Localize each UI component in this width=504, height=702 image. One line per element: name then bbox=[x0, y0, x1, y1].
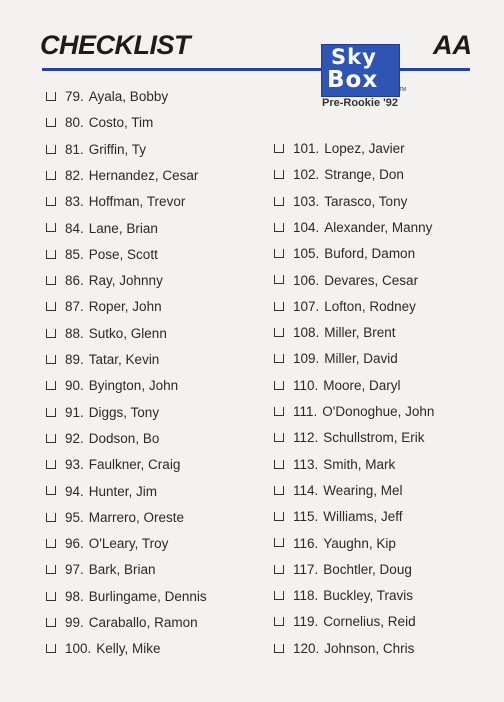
checkbox-icon[interactable] bbox=[274, 565, 284, 574]
card-number: 96. bbox=[65, 536, 84, 552]
card-number: 83. bbox=[65, 194, 84, 210]
checkbox-icon[interactable] bbox=[274, 328, 284, 337]
checkbox-icon[interactable] bbox=[274, 144, 284, 153]
checkbox-icon[interactable] bbox=[46, 355, 56, 364]
player-name: Williams, Jeff bbox=[323, 509, 403, 525]
checkbox-icon[interactable] bbox=[274, 354, 284, 363]
card-number: 113. bbox=[293, 456, 319, 472]
card-number: 86. bbox=[65, 273, 84, 289]
player-name: Miller, Brent bbox=[324, 325, 396, 341]
checkbox-icon[interactable] bbox=[46, 118, 56, 127]
checkbox-icon[interactable] bbox=[46, 408, 56, 417]
checkbox-icon[interactable] bbox=[274, 460, 284, 469]
checklist-item bbox=[46, 614, 198, 632]
card-number: 81. bbox=[65, 141, 84, 157]
checkbox-icon[interactable] bbox=[274, 249, 284, 258]
card-number: 84. bbox=[65, 220, 84, 236]
player-name: Griffin, Ty bbox=[88, 141, 147, 157]
checklist-item bbox=[46, 535, 168, 553]
checklist-item bbox=[274, 508, 403, 526]
card-number: 92. bbox=[65, 430, 84, 446]
checkbox-icon[interactable] bbox=[274, 433, 284, 442]
card-number: 88. bbox=[65, 325, 84, 341]
player-name: Pose, Scott bbox=[88, 246, 158, 262]
player-name: Yaughn, Kip bbox=[323, 535, 396, 551]
checklist-item bbox=[274, 219, 432, 237]
checkbox-icon[interactable] bbox=[46, 644, 56, 653]
player-name: Wearing, Mel bbox=[323, 482, 403, 498]
card-number: 90. bbox=[65, 378, 84, 394]
checkbox-icon[interactable] bbox=[46, 329, 56, 338]
checklist-item bbox=[46, 141, 146, 159]
player-name: Roper, John bbox=[88, 299, 162, 315]
player-name: Cornelius, Reid bbox=[323, 614, 416, 630]
logo-text-sky: Sky bbox=[331, 45, 377, 69]
checklist-item bbox=[274, 429, 425, 447]
checklist-item bbox=[274, 140, 405, 158]
checklist-item bbox=[274, 456, 395, 474]
card-number: 98. bbox=[65, 588, 84, 604]
player-name: Ayala, Bobby bbox=[88, 89, 169, 104]
player-name: Hoffman, Trevor bbox=[88, 194, 186, 210]
checklist-item bbox=[46, 325, 167, 343]
card-number: 111. bbox=[293, 404, 318, 419]
player-name: Sutko, Glenn bbox=[88, 325, 167, 341]
checkbox-icon[interactable] bbox=[274, 617, 284, 626]
checklist-item bbox=[46, 456, 180, 474]
checklist-item bbox=[274, 324, 396, 342]
player-name: Hunter, Jim bbox=[88, 483, 158, 499]
player-name: Burlingame, Dennis bbox=[88, 588, 207, 604]
checklist-item bbox=[274, 350, 398, 368]
checkbox-icon[interactable] bbox=[46, 171, 56, 180]
checklist-item bbox=[46, 509, 184, 527]
checkbox-icon[interactable] bbox=[274, 170, 284, 179]
checklist-item bbox=[46, 220, 158, 238]
player-name: Smith, Mark bbox=[323, 456, 396, 472]
card-number: 116. bbox=[293, 535, 319, 551]
checklist-item bbox=[46, 351, 159, 369]
checklist-item bbox=[274, 561, 412, 579]
checklist-item bbox=[274, 298, 416, 316]
player-name: Faulkner, Craig bbox=[88, 457, 181, 473]
card-number: 117. bbox=[293, 561, 319, 577]
card-number: 109. bbox=[293, 351, 320, 367]
checkbox-icon[interactable] bbox=[46, 92, 56, 101]
player-name: Tatar, Kevin bbox=[88, 352, 160, 367]
checkbox-icon[interactable] bbox=[274, 381, 284, 390]
checklist-item bbox=[46, 588, 207, 606]
checklist-item bbox=[46, 404, 159, 422]
card-number: 87. bbox=[65, 299, 84, 315]
checkbox-icon[interactable] bbox=[46, 145, 56, 154]
card-number: 80. bbox=[65, 115, 84, 131]
player-name: Byington, John bbox=[88, 378, 179, 394]
checkbox-icon[interactable] bbox=[46, 592, 56, 601]
page-title: CHECKLIST bbox=[40, 30, 190, 60]
card-number: 82. bbox=[65, 167, 84, 183]
checklist-item bbox=[46, 640, 161, 658]
player-name: O'Leary, Troy bbox=[88, 536, 169, 552]
checklist-item bbox=[46, 377, 178, 395]
player-name: Hernandez, Cesar bbox=[88, 167, 199, 183]
checkbox-icon[interactable] bbox=[46, 381, 56, 390]
player-name: Johnson, Chris bbox=[324, 640, 415, 656]
checklist-item bbox=[274, 535, 396, 553]
checkbox-icon[interactable] bbox=[46, 486, 56, 495]
player-name: Miller, David bbox=[324, 351, 398, 367]
checkbox-icon[interactable] bbox=[46, 460, 56, 469]
card-number: 118. bbox=[293, 588, 319, 604]
player-name: Buford, Damon bbox=[324, 246, 416, 262]
card-number: 93. bbox=[65, 457, 84, 473]
checkbox-icon[interactable] bbox=[46, 302, 56, 311]
card-number: 97. bbox=[65, 562, 84, 578]
checkbox-icon[interactable] bbox=[274, 302, 284, 311]
checkbox-icon[interactable] bbox=[274, 486, 284, 495]
checklist-item bbox=[46, 114, 153, 132]
checkbox-icon[interactable] bbox=[274, 223, 284, 232]
card-number: 106. bbox=[293, 272, 320, 288]
card-number: 89. bbox=[65, 352, 84, 367]
checklist-item bbox=[274, 403, 434, 421]
card-number: 119. bbox=[293, 614, 319, 630]
player-name: Devares, Cesar bbox=[324, 272, 419, 288]
card-number: 102. bbox=[293, 167, 320, 183]
checkbox-icon[interactable] bbox=[46, 565, 56, 574]
checklist-item bbox=[274, 272, 418, 290]
checkbox-icon[interactable] bbox=[46, 197, 56, 206]
trademark-mark: TM bbox=[399, 87, 407, 93]
player-name: Bark, Brian bbox=[88, 562, 156, 578]
header-rule bbox=[42, 68, 470, 71]
checkbox-icon[interactable] bbox=[46, 513, 56, 522]
player-name: Buckley, Travis bbox=[323, 588, 414, 604]
player-name: Diggs, Tony bbox=[88, 404, 160, 420]
card-number: 94. bbox=[65, 483, 84, 499]
player-name: Ray, Johnny bbox=[88, 273, 163, 289]
logo-text-box: Box bbox=[327, 67, 379, 93]
player-name: O'Donoghue, John bbox=[322, 404, 435, 419]
skybox-logo bbox=[321, 44, 400, 96]
card-number: 108. bbox=[293, 325, 320, 341]
checklist-item bbox=[46, 483, 157, 501]
checkbox-icon[interactable] bbox=[46, 434, 56, 443]
player-name: Strange, Don bbox=[324, 167, 404, 183]
checkbox-icon[interactable] bbox=[274, 644, 284, 653]
subbrand-label: Pre-Rookie '92 bbox=[322, 97, 398, 109]
player-name: Lofton, Rodney bbox=[324, 298, 416, 314]
player-name: Alexander, Manny bbox=[324, 219, 433, 235]
checklist-item bbox=[274, 377, 401, 395]
checklist-item bbox=[46, 561, 156, 579]
player-name: Dodson, Bo bbox=[88, 430, 160, 446]
checklist-item bbox=[46, 246, 158, 264]
checklist-item bbox=[46, 193, 185, 211]
checklist-item bbox=[274, 166, 404, 184]
checkbox-icon[interactable] bbox=[274, 197, 284, 206]
checkbox-icon[interactable] bbox=[46, 539, 56, 548]
card-number: 115. bbox=[293, 509, 319, 525]
checklist-item bbox=[46, 430, 159, 448]
checkbox-icon[interactable] bbox=[46, 250, 56, 259]
checklist-item bbox=[274, 613, 416, 631]
player-name: Moore, Daryl bbox=[323, 377, 401, 393]
card-number: 91. bbox=[65, 404, 84, 420]
card-number: 105. bbox=[293, 246, 320, 262]
card-number: 107. bbox=[293, 298, 320, 314]
card-number: 101. bbox=[293, 141, 320, 156]
card-code: AA bbox=[433, 30, 472, 60]
card-number: 99. bbox=[65, 615, 84, 630]
card-number: 103. bbox=[293, 193, 320, 209]
card-number: 120. bbox=[293, 640, 320, 656]
checkbox-icon[interactable] bbox=[46, 618, 56, 627]
checklist-item bbox=[46, 272, 163, 290]
player-name: Bochtler, Doug bbox=[323, 561, 412, 577]
player-name: Caraballo, Ramon bbox=[88, 615, 198, 630]
checkbox-icon[interactable] bbox=[274, 538, 284, 547]
checklist-item bbox=[274, 482, 403, 500]
card-number: 79. bbox=[65, 89, 84, 104]
card-number: 85. bbox=[65, 246, 84, 262]
checkbox-icon[interactable] bbox=[46, 223, 56, 232]
checklist-item bbox=[46, 298, 162, 316]
player-name: Kelly, Mike bbox=[96, 641, 161, 657]
player-name: Marrero, Oreste bbox=[88, 509, 185, 525]
player-name: Costo, Tim bbox=[88, 115, 154, 131]
player-name: Lopez, Javier bbox=[324, 141, 405, 156]
card-number: 95. bbox=[65, 509, 84, 525]
checklist-item bbox=[274, 193, 407, 211]
player-name: Tarasco, Tony bbox=[324, 193, 408, 209]
checkbox-icon[interactable] bbox=[274, 591, 284, 600]
card-number: 114. bbox=[293, 482, 319, 498]
checkbox-icon[interactable] bbox=[274, 512, 284, 521]
card-number: 110. bbox=[293, 377, 319, 393]
checklist-item bbox=[274, 245, 415, 263]
checklist-item bbox=[274, 587, 413, 605]
checkbox-icon[interactable] bbox=[274, 407, 284, 416]
card-number: 100. bbox=[65, 641, 92, 657]
checkbox-icon[interactable] bbox=[274, 275, 284, 284]
card-number: 112. bbox=[293, 430, 319, 446]
checklist-item bbox=[274, 640, 414, 658]
checklist-item bbox=[46, 88, 168, 106]
player-name: Lane, Brian bbox=[88, 220, 158, 236]
card-number: 104. bbox=[293, 219, 320, 235]
checkbox-icon[interactable] bbox=[46, 276, 56, 285]
checklist-item bbox=[46, 167, 198, 185]
player-name: Schullstrom, Erik bbox=[323, 430, 425, 446]
